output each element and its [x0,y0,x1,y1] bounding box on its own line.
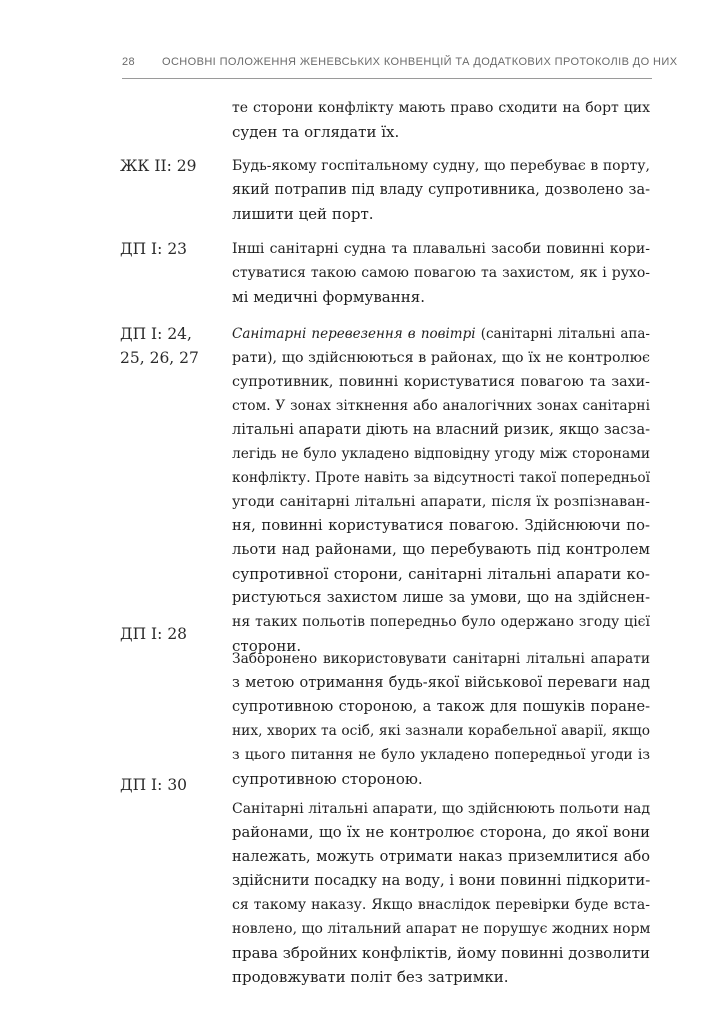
paragraph-medical-vessels [232,237,650,309]
text-line: супротивною стороною. [232,770,423,788]
text-line: ня, повинні користуватися повагою. Здійснюючи по- [232,517,650,534]
text-line: супротивною стороною, а також для пошуків поранe- [232,699,650,715]
text-line: продовжувати політ без затримки. [232,968,509,986]
paragraph-landing-order [232,797,650,989]
text-fragment: (санітарні літальні апа- [475,326,650,342]
margin-ref-ap1-24-27 [120,322,210,370]
text-line: Санітарні літальні апарати, що здійснюють польоти над [232,801,650,817]
text-line: стуватися такою самою повагою та захистом, як і рухо- [232,265,650,281]
text-line: ся такому наказу. Якщо внаслідок перевірки буде вста- [232,897,650,913]
text-line: здійснити посадку на воду, і вони повинні підкорити- [232,872,651,889]
text-line: рати), що здійснюються в районах, що їх не контролює [232,350,650,366]
text-line: стом. У зонах зіткнення або аналогічних зонах санітарні [232,398,650,414]
text-line: права збройних конфліктів, йому повинні дозволити [232,944,650,962]
text-line: Будь-якому госпітальному судну, що перебуває в порту, [232,158,650,174]
text-line: з цього питання не було укладено попередньої угоди із [232,747,650,763]
text-line: лишити цей порт. [232,205,374,223]
text-line: Заборонено використовувати санітарні літальні апарати [232,651,650,667]
text-line: легідь не було укладено відповідну угоду між сторонами [232,446,650,462]
text-line: супротивник, повинні користуватися повагою та захи- [232,374,650,390]
margin-ref-ap1-28: ДП I: 28 [120,625,188,643]
margin-ref-ap1-23: ДП I: 23 [120,240,188,258]
text-line: Інші санітарні судна та плавальні засоби повинні кори- [232,241,650,257]
running-title: ОСНОВНІ ПОЛОЖЕННЯ ЖЕНЕВСЬКИХ КОНВЕНЦІЙ ТА ДОДАТКОВИХ ПРОТОКОЛІВ ДО НИХ [162,56,678,68]
text-line: районами, що їх не контролює сторона, до якої вони [232,824,650,841]
page-number: 28 [122,56,136,68]
text-line: них, хворих та осіб, які зазнали корабельної аварії, якщо [232,723,650,739]
text-line: угоди санітарні літальні апарати, після їх розпізнаван- [232,494,650,510]
text-line: літальні апарати діють на власний ризик, якщо засза- [232,422,650,438]
text-line: мі медичні формування. [232,288,425,306]
text-line: ристуються захистом лише за умови, що на здійснен- [232,590,650,606]
text-line: належать, можуть отримати наказ приземлитися або [232,849,650,865]
text-line: який потрапив під владу супротивника, дозволено за- [232,182,650,198]
margin-ref-ap1-30: ДП I: 30 [120,776,188,794]
margin-ref-line: 25, 26, 27 [120,349,199,367]
margin-ref-gc2-29: ЖК II: 29 [120,157,197,175]
italic-term: Санітарні перевезення в повітрі [232,326,476,342]
paragraph-medical-air-transport [232,322,650,658]
text-line: супротивної сторони, санітарні літальні апарати ко- [232,565,650,583]
text-line: ня таких польотів попередньо було одержано згоду цієї [232,614,650,630]
text-line: льоти над районами, що перебувають під контролем [232,541,650,558]
text-line: конфлікту. Проте навіть за відсутності такої попередньої [232,470,650,486]
text-line: суден та оглядати їх. [232,123,400,141]
margin-ref-line: ДП I: 24, [120,325,192,343]
paragraph-continuation [232,96,650,144]
text-line: новлено, що літальний апарат не порушує жодних норм [232,921,651,937]
paragraph-hospital-ship [232,154,650,226]
text-line [232,322,650,346]
running-header [122,48,678,79]
paragraph-prohibited-use [232,647,650,791]
text-line: з метою отримання будь-якої військової переваги над [232,675,650,691]
text-line: сторони. [232,637,302,655]
text-line: те сторони конфлікту мають право сходити на борт цих [232,100,650,116]
